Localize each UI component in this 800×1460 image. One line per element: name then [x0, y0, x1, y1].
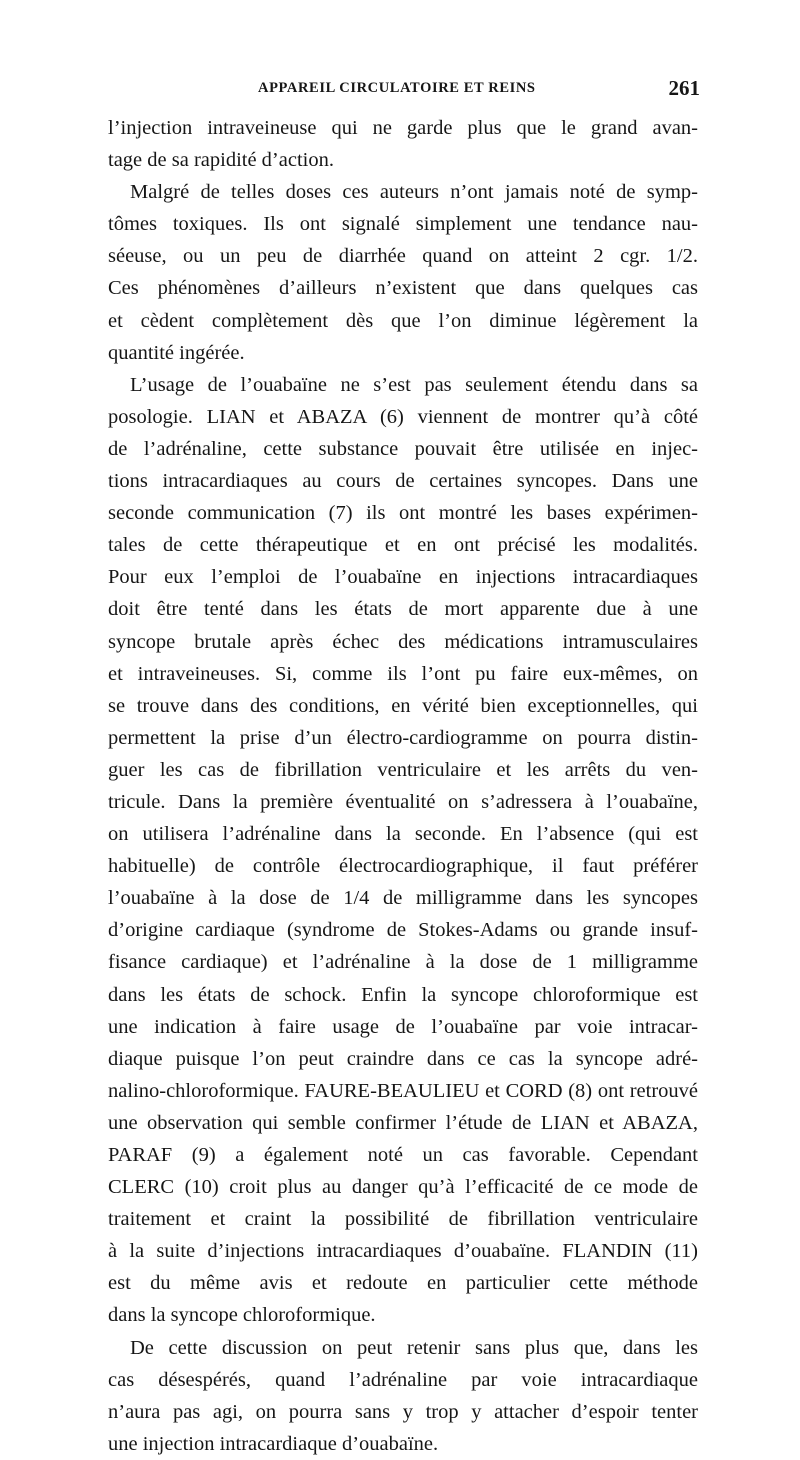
- running-head: [108, 76, 700, 104]
- text-line: on utilisera l’adrénaline dans la seconde. En l’absence (qui est: [108, 823, 698, 846]
- text-line: n’aura pas agi, on pourra sans y trop y attacher d’espoir tenter: [108, 1400, 698, 1423]
- text-line: guer les cas de fibrillation ventriculaire et les arrêts du ven-: [108, 758, 698, 781]
- text-line: d’origine cardiaque (syndrome de Stokes-Adams ou grande insuf-: [108, 919, 698, 942]
- text-line: dans les états de schock. Enfin la syncope chloroformique est: [108, 983, 698, 1006]
- text-line: traitement et craint la possibilité de fibrillation ventriculaire: [108, 1208, 698, 1231]
- text-line: Pour eux l’emploi de l’ouabaïne en injections intracardiaques: [108, 566, 698, 589]
- text-line: une indication à faire usage de l’ouabaïne par voie intracar-: [108, 1015, 698, 1038]
- text-line: posologie. LIAN et ABAZA (6) viennent de montrer qu’à côté: [108, 405, 698, 428]
- text-line: l’ouabaïne à la dose de 1/4 de milligramme dans les syncopes: [108, 887, 698, 910]
- page-number: 261: [668, 76, 700, 100]
- text-line: une injection intracardiaque d’ouabaïne.: [108, 1432, 439, 1455]
- text-line: tricule. Dans la première éventualité on s’adressera à l’ouabaïne,: [108, 790, 698, 813]
- text-line: tions intracardiaques au cours de certaines syncopes. Dans une: [108, 470, 698, 493]
- text-line: se trouve dans des conditions, en vérité bien exceptionnelles, qui: [108, 694, 698, 717]
- body-text: [108, 112, 698, 1460]
- text-line: à la suite d’injections intracardiaques d’ouabaïne. FLANDIN (11): [108, 1240, 698, 1263]
- text-line: tômes toxiques. Ils ont signalé simplement une tendance nau-: [108, 213, 698, 236]
- text-line: seconde communication (7) ils ont montré les bases expérimen-: [108, 502, 698, 525]
- text-line: l’injection intraveineuse qui ne garde plus que le grand avan-: [108, 117, 698, 139]
- text-line: quantité ingérée.: [108, 341, 245, 364]
- text-line: syncope brutale après échec des médications intramusculaires: [108, 630, 698, 653]
- text-line: tales de cette thérapeutique et en ont précisé les modalités.: [108, 534, 698, 557]
- text-line: et cèdent complètement dès que l’on diminue légèrement la: [108, 309, 698, 332]
- text-line: diaque puisque l’on peut craindre dans ce cas la syncope adré-: [108, 1047, 698, 1070]
- text-line: habituelle) de contrôle électrocardiographique, il faut préférer: [108, 855, 698, 878]
- text-line: cas désespérés, quand l’adrénaline par voie intracardiaque: [108, 1368, 698, 1391]
- text-line: PARAF (9) a également noté un cas favorable. Cependant: [108, 1144, 698, 1166]
- text-line: est du même avis et redoute en particulier cette méthode: [108, 1272, 698, 1295]
- text-line: fisance cardiaque) et l’adrénaline à la dose de 1 milligramme: [108, 951, 698, 974]
- text-line: nalino-chloroformique. FAURE-BEAULIEU et CORD (8) ont retrouvé: [108, 1079, 698, 1102]
- text-line: doit être tenté dans les états de mort apparente due à une: [108, 598, 698, 621]
- text-line: permettent la prise d’un électro-cardiogramme on pourra distin-: [108, 726, 698, 749]
- text-line: De cette discussion on peut retenir sans plus que, dans les: [130, 1336, 698, 1359]
- running-title: APPAREIL CIRCULATOIRE ET REINS: [258, 80, 536, 96]
- text-line: séeuse, ou un peu de diarrhée quand on atteint 2 cgr. 1/2.: [108, 245, 698, 268]
- text-line: L’usage de l’ouabaïne ne s’est pas seulement étendu dans sa: [130, 373, 698, 396]
- text-line: CLERC (10) croit plus au danger qu’à l’efficacité de ce mode de: [108, 1176, 698, 1199]
- text-line: et intraveineuses. Si, comme ils l’ont pu faire eux-mêmes, on: [108, 662, 698, 685]
- text-line: Malgré de telles doses ces auteurs n’ont jamais noté de symp-: [130, 181, 698, 204]
- text-line: de l’adrénaline, cette substance pouvait être utilisée en injec-: [108, 437, 698, 460]
- text-line: Ces phénomènes d’ailleurs n’existent que dans quelques cas: [108, 277, 698, 300]
- text-line: tage de sa rapidité d’action.: [108, 149, 334, 172]
- text-line: dans la syncope chloroformique.: [108, 1304, 376, 1327]
- text-line: une observation qui semble confirmer l’étude de LIAN et ABAZA,: [108, 1111, 698, 1134]
